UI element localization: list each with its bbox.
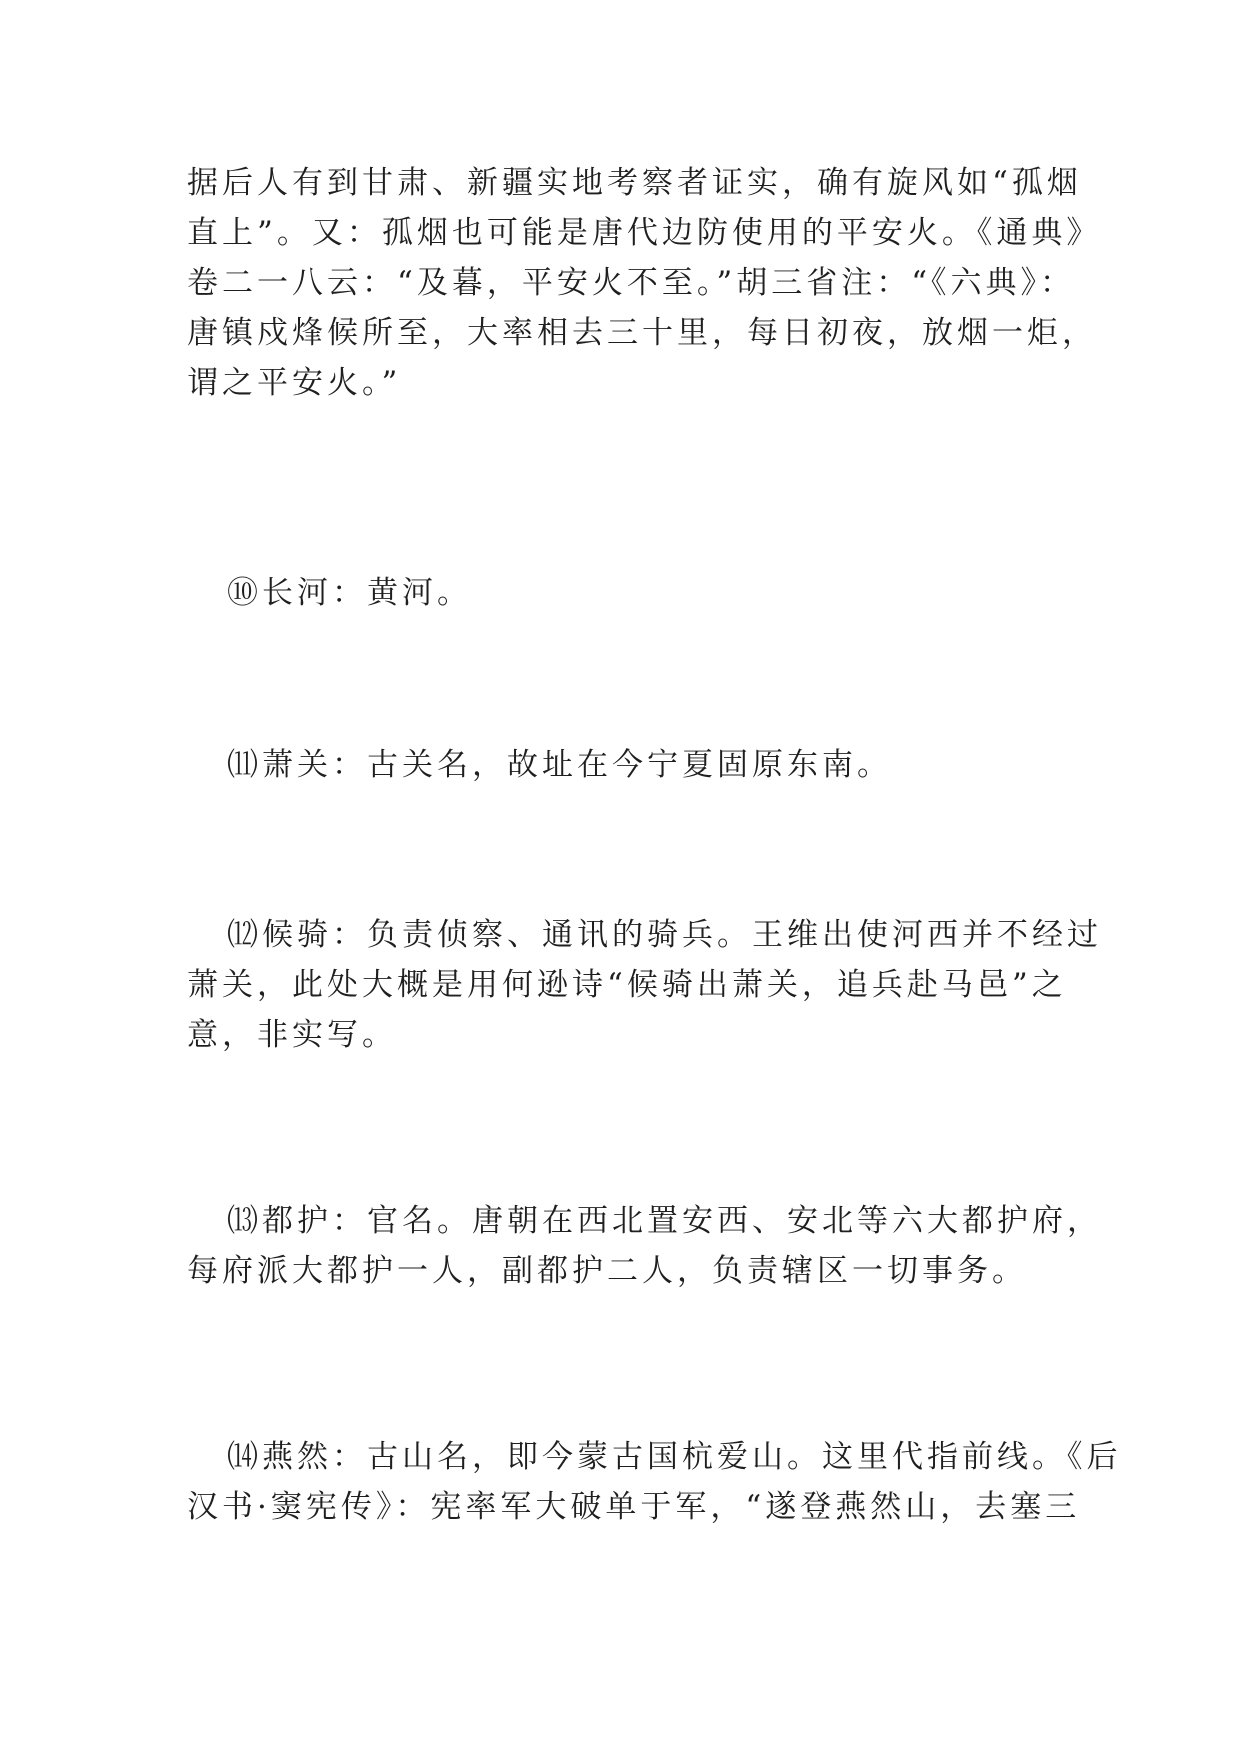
- text-line: 唐镇戍烽候所至，大率相去三十里，每日初夜，放烟一炬，: [187, 315, 1097, 351]
- note-11-xiaoguan: [227, 740, 1107, 790]
- text-line: 萧关，此处大概是用何逊诗“候骑出萧关，追兵赴马邑”之: [187, 967, 1067, 1003]
- text-line: ⑩长河：黄河。: [227, 575, 472, 611]
- paragraph-gu-yan-continued: [187, 158, 1102, 408]
- text-line: 据后人有到甘肃、新疆实地考察者证实，确有旋风如“孤烟: [187, 165, 1082, 201]
- text-line: ⑿候骑：负责侦察、通讯的骑兵。王维出使河西并不经过: [227, 917, 1102, 953]
- text-line: ⒁燕然：古山名，即今蒙古国杭爱山。这里代指前线。《后: [227, 1439, 1122, 1475]
- text-line: 汉书·窦宪传》：宪率军大破单于军，“遂登燕然山，去塞三: [187, 1489, 1081, 1525]
- note-10-changhe: [227, 568, 1107, 618]
- note-13-duhu: [187, 1196, 1102, 1296]
- text-line: 卷二一八云：“及暮，平安火不至。”胡三省注：“《六典》：: [187, 265, 1076, 301]
- text-line: 意，非实写。: [187, 1017, 397, 1053]
- text-line: 谓之平安火。”: [187, 365, 402, 401]
- text-line: ⒀都护：官名。唐朝在西北置安西、安北等六大都护府，: [227, 1203, 1102, 1239]
- text-line: 直上”。又：孤烟也可能是唐代边防使用的平安火。《通典》: [187, 215, 1102, 251]
- note-12-houqi: [187, 910, 1102, 1060]
- text-line: ⑾萧关：古关名，故址在今宁夏固原东南。: [227, 747, 892, 783]
- text-line: 每府派大都护一人，副都护二人，负责辖区一切事务。: [187, 1253, 1027, 1289]
- note-14-yanran: [187, 1432, 1122, 1532]
